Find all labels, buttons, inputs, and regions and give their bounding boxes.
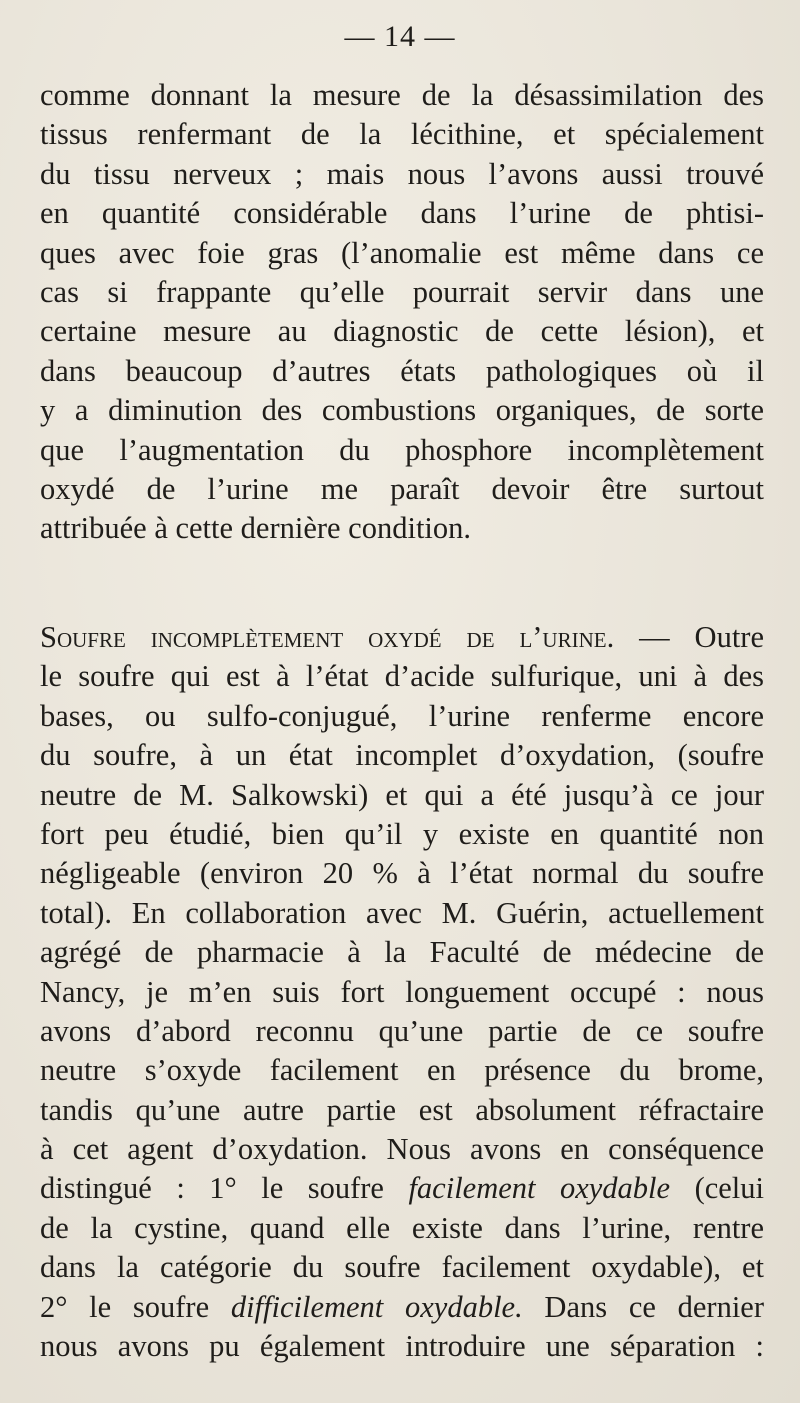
text-line: de la cystine, quand elle existe dans l’urine, rentre (40, 1210, 764, 1245)
text-fragment: — Outre (614, 620, 764, 654)
text-line: du soufre, à un état incomplet d’oxydation, (soufre (40, 738, 764, 773)
paragraph-soufre (40, 618, 764, 1366)
text-line: attribuée à cette dernière condition. (40, 511, 472, 546)
text-line: y a diminution des combustions organiques, de sorte (40, 393, 764, 428)
text-line: certaine mesure au diagnostic de cette lésion), et (40, 314, 764, 349)
text-line: dans la catégorie du soufre facilement oxydable), et (40, 1250, 764, 1285)
text-line: oxydé de l’urine me paraît devoir être surtout (40, 471, 764, 506)
text-line-heading (40, 618, 764, 657)
text-line: neutre de M. Salkowski) et qui a été jusqu’à ce jour (40, 777, 764, 812)
italic-term: facilement oxydable (408, 1171, 671, 1206)
text-line: Nancy, je m’en suis fort longuement occupé : nous (40, 974, 764, 1009)
text-line: nous avons pu également introduire une séparation : (40, 1329, 764, 1364)
text-line: fort peu étudié, bien qu’il y existe en quantité non (40, 816, 764, 851)
text-fragment: distingué : 1° le soufre (40, 1171, 409, 1206)
text-line: à cet agent d’oxydation. Nous avons en conséquence (40, 1132, 764, 1167)
page-number: — 14 — (344, 20, 456, 53)
text-fragment: (celui (670, 1171, 765, 1206)
text-line: du tissu nerveux ; mais nous l’avons aussi trouvé (40, 156, 764, 191)
text-line: tandis qu’une autre partie est absolument réfractaire (40, 1092, 764, 1127)
paragraph-phosphore (40, 76, 764, 549)
text-line: comme donnant la mesure de la désassimilation des (40, 78, 764, 112)
text-line (40, 1169, 764, 1208)
text-line: le soufre qui est à l’état d’acide sulfurique, uni à des (40, 659, 764, 694)
section-heading: Soufre incomplètement oxydé de l’urine. (40, 620, 615, 654)
text-line: total). En collaboration avec M. Guérin, actuellement (40, 895, 764, 930)
text-line: tissus renfermant de la lécithine, et spécialement (40, 117, 764, 152)
text-line (40, 1288, 764, 1327)
text-line: que l’augmentation du phosphore incomplètement (40, 432, 764, 467)
text-line: bases, ou sulfo-conjugué, l’urine renferme encore (40, 698, 764, 733)
text-line: agrégé de pharmacie à la Faculté de médecine de (40, 935, 764, 970)
text-line: neutre s’oxyde facilement en présence du brome, (40, 1053, 764, 1088)
text-line: en quantité considérable dans l’urine de phtisi- (40, 196, 764, 231)
text-fragment: Dans ce dernier (522, 1289, 764, 1324)
text-line: dans beaucoup d’autres états pathologiques où il (40, 353, 764, 388)
text-fragment: 2° le soufre (40, 1289, 231, 1324)
text-line: cas si frappante qu’elle pourrait servir dans une (40, 274, 764, 309)
italic-term: difficilement oxydable. (230, 1289, 523, 1324)
text-line: ques avec foie gras (l’anomalie est même dans ce (40, 235, 764, 270)
text-line: négligeable (environ 20 % à l’état normal du soufre (40, 856, 764, 891)
text-line: avons d’abord reconnu qu’une partie de ce soufre (40, 1013, 764, 1048)
